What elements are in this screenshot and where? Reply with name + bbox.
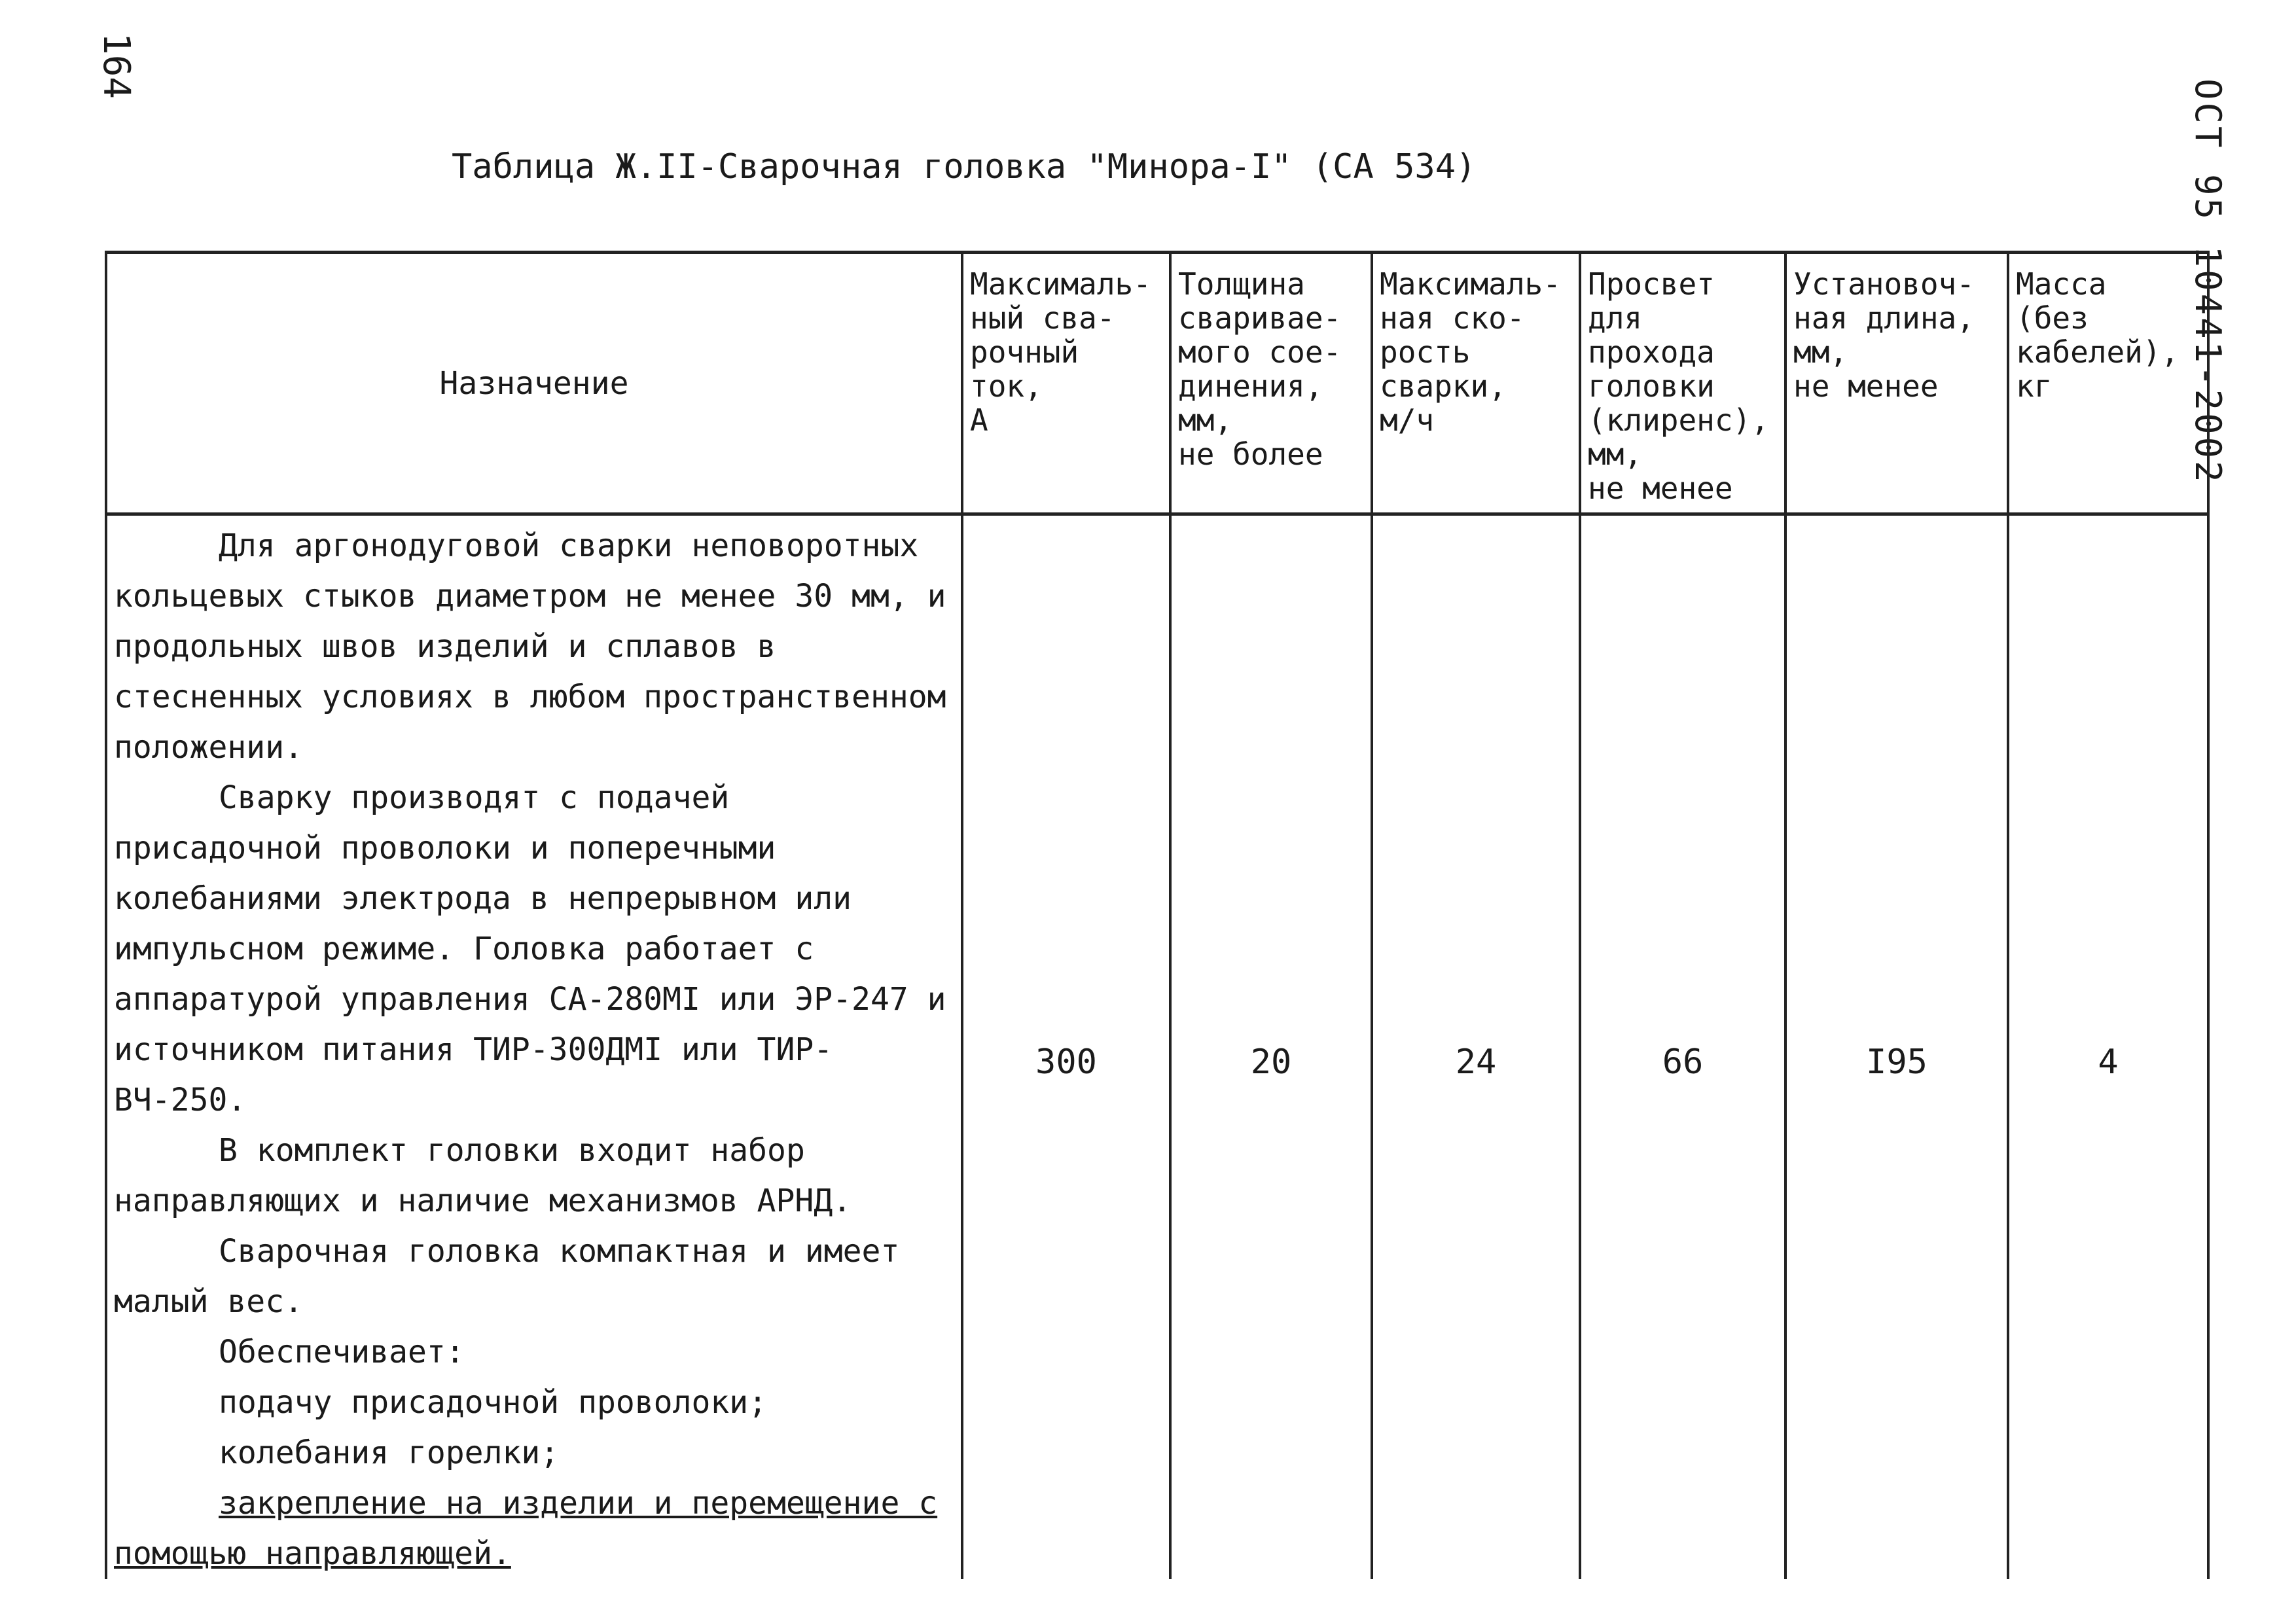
- document-code: ОСТ 95 10441-2002: [2187, 79, 2229, 485]
- specs-table-container: [105, 251, 2207, 1572]
- max-speed-value: 24: [1455, 1043, 1497, 1082]
- mass-value: 4: [2098, 1043, 2119, 1082]
- header-thickness: Толщина сваривае- мого сое- динения, мм, не более: [1170, 253, 1372, 514]
- table-header-row: [106, 253, 2208, 514]
- thickness-value: 20: [1250, 1043, 1292, 1082]
- clearance-value: 66: [1662, 1043, 1704, 1082]
- clearance-cell: [1580, 514, 1785, 1580]
- header-install-length: Установоч- ная длина, мм, не менее: [1785, 253, 2008, 514]
- thickness-cell: [1170, 514, 1372, 1580]
- purpose-list-item: подачу присадочной проволоки;: [219, 1384, 768, 1421]
- purpose-paragraph: Сварку производят с подачей присадочной проволоки и поперечными колебаниями электрода в непрерывном или импульсном режиме. Головка работает с аппаратурой управления СА-280МI или ЭР-247 и источником питания ТИР-300ДМI или ТИР-ВЧ-250.: [114, 779, 946, 1118]
- page-number: 164: [95, 33, 137, 99]
- max-current-value: 300: [1035, 1043, 1097, 1082]
- specs-table: [105, 251, 2210, 1579]
- purpose-list-item: колебания горелки;: [219, 1435, 560, 1471]
- purpose-list-item: закрепление на изделии и перемещение с помощью направляющей.: [114, 1485, 938, 1572]
- install-length-cell: [1785, 514, 2008, 1580]
- purpose-paragraph: Сварочная головка компактная и имеет малый вес.: [114, 1233, 900, 1320]
- header-max-speed: Максималь- ная ско- рость сварки, м/ч: [1372, 253, 1580, 514]
- mass-cell: [2008, 514, 2208, 1580]
- max-current-cell: [962, 514, 1170, 1580]
- max-speed-cell: [1372, 514, 1580, 1580]
- header-max-current: Максималь- ный сва- рочный ток, А: [962, 253, 1170, 514]
- purpose-cell: [106, 514, 962, 1580]
- header-mass: Масса (без кабелей), кг: [2008, 253, 2208, 514]
- table-title: Таблица Ж.II-Сварочная головка "Минора-I" (СА 534): [452, 147, 1477, 187]
- header-purpose: Назначение: [106, 253, 962, 514]
- purpose-paragraph: В комплект головки входит набор направляющих и наличие механизмов АРНД.: [114, 1132, 852, 1219]
- install-length-value: I95: [1866, 1043, 1928, 1082]
- header-clearance: Просвет для прохода головки (клиренс), мм, не менее: [1580, 253, 1785, 514]
- purpose-paragraph: Обеспечивает:: [219, 1334, 465, 1370]
- purpose-paragraph: Для аргонодуговой сварки неповоротных кольцевых стыков диаметром не менее 30 мм, и продольных швов изделий и сплавов в стесненных условиях в любом пространственном положении.: [114, 527, 946, 766]
- table-row: [106, 514, 2208, 1580]
